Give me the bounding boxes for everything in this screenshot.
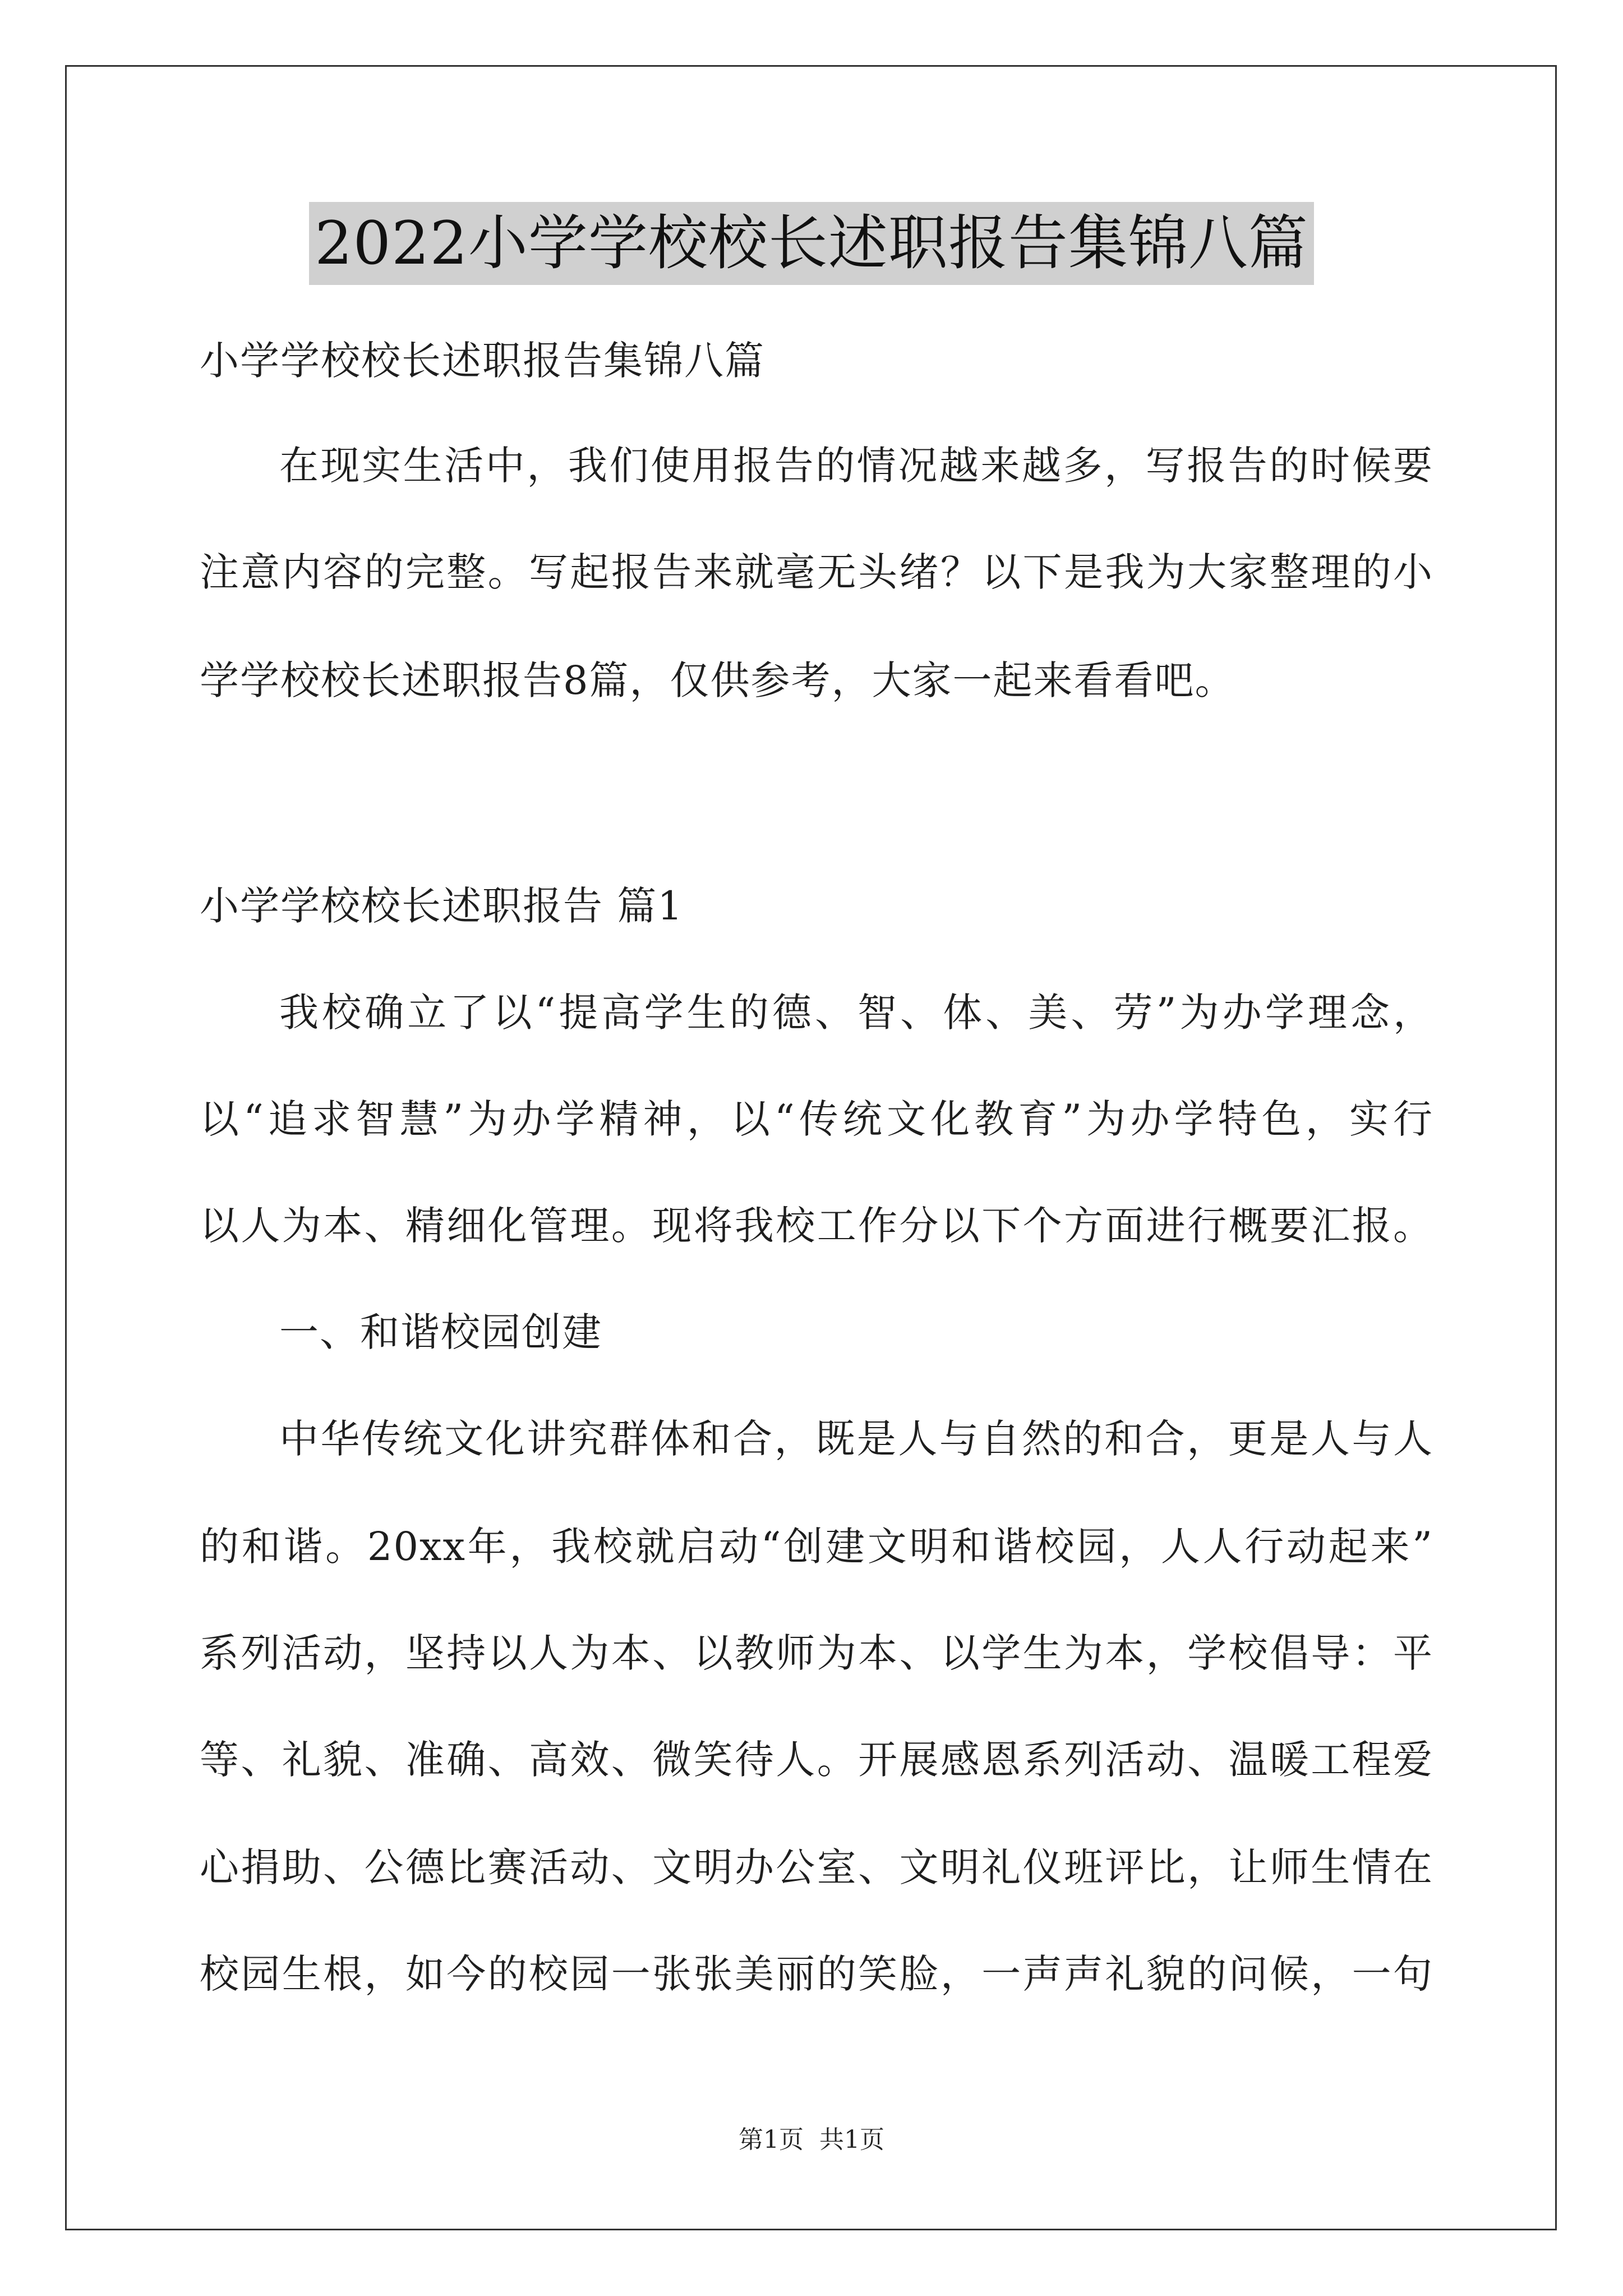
page-footer bbox=[0, 2123, 1623, 2157]
paragraph-line: 心捐助、公德比赛活动、文明办公室、文明礼仪班评比，让师生情在 bbox=[200, 1844, 1433, 1890]
subtitle-line: 小学学校校长述职报告集锦八篇 bbox=[200, 338, 765, 384]
title-area bbox=[0, 202, 1623, 285]
document-title: 2022小学学校校长述职报告集锦八篇 bbox=[309, 202, 1314, 285]
paragraph-line: 的和谐。20xx年，我校就启动“创建文明和谐校园，人人行动起来” bbox=[200, 1524, 1433, 1570]
paragraph-line: 等、礼貌、准确、高效、微笑待人。开展感恩系列活动、温暖工程爱 bbox=[200, 1737, 1433, 1783]
paragraph-line: 系列活动，坚持以人为本、以教师为本、以学生为本，学校倡导：平 bbox=[200, 1630, 1433, 1676]
page-number-current: 第1页 bbox=[739, 2125, 804, 2154]
paragraph-line: 校园生根，如今的校园一张张美丽的笑脸，一声声礼貌的问候，一句 bbox=[200, 1951, 1433, 1997]
paragraph-line: 中华传统文化讲究群体和合，既是人与自然的和合，更是人与人 bbox=[279, 1416, 1433, 1462]
paragraph-line: 注意内容的完整。写起报告来就毫无头绪？以下是我为大家整理的小 bbox=[200, 549, 1433, 595]
subsection-heading: 一、和谐校园创建 bbox=[279, 1309, 602, 1355]
page-number-total: 共1页 bbox=[819, 2125, 884, 2154]
paragraph-line: 我校确立了以“提高学生的德、智、体、美、劳”为办学理念， bbox=[279, 990, 1433, 1036]
page-border bbox=[65, 65, 1557, 2230]
paragraph-line: 学学校校长述职报告8篇，仅供参考，大家一起来看看吧。 bbox=[200, 657, 1235, 703]
section-heading: 小学学校校长述职报告 篇1 bbox=[200, 883, 684, 929]
paragraph-line: 以人为本、精细化管理。现将我校工作分以下个方面进行概要汇报。 bbox=[200, 1203, 1433, 1249]
paragraph-line: 以“追求智慧”为办学精神，以“传统文化教育”为办学特色，实行 bbox=[200, 1096, 1433, 1142]
paragraph-line: 在现实生活中，我们使用报告的情况越来越多，写报告的时候要 bbox=[279, 443, 1433, 489]
